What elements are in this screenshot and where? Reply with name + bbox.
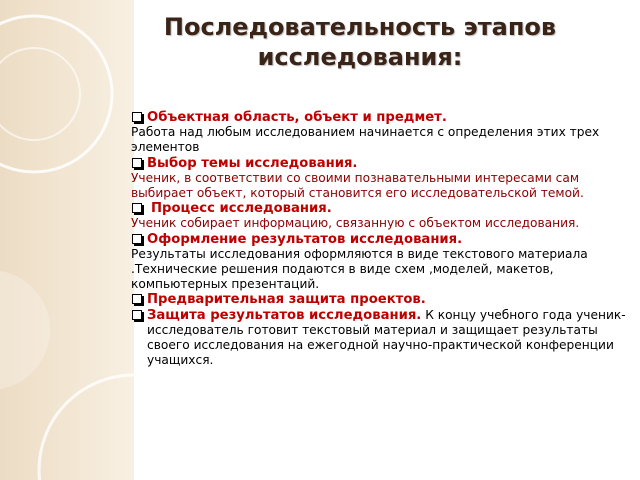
list-item (131, 308, 631, 369)
list-item (131, 156, 631, 202)
checkbox-bullet-icon (132, 158, 142, 168)
stage-heading: Защита результатов исследования. (147, 307, 422, 323)
list-item (131, 110, 631, 156)
stage-heading: Предварительная защита проектов. (147, 292, 426, 308)
checkbox-bullet-icon (132, 112, 142, 122)
list-item (131, 292, 631, 307)
checkbox-bullet-icon (132, 310, 142, 320)
slide-title-line2: исследования: (257, 43, 463, 71)
list-item (131, 232, 631, 293)
stage-description: Результаты исследования оформляются в виде текстового материала .Технические решения подаются в виде схем ,моделей, макетов, компьютерных презентаций. (131, 246, 588, 292)
stage-description: К концу учебного года ученик-исследователь готовит текстовый материал и защищает результаты своего исследования на ежегодной научно-практической конференции учащихся. (147, 307, 626, 368)
decorative-side-panel (0, 0, 134, 480)
checkbox-bullet-icon (132, 203, 142, 213)
stage-description: Работа над любым исследованием начинается с определения этих трех элементов (131, 125, 600, 155)
stage-heading: Объектная область, объект и предмет. (147, 110, 447, 125)
slide-title-line1: Последовательность этапов (163, 13, 557, 41)
checkbox-bullet-icon (132, 294, 142, 304)
stage-list (131, 110, 631, 368)
checkbox-bullet-icon (132, 234, 142, 244)
stage-description: Ученик собирает информацию, связанную с объектом исследования. (131, 216, 580, 231)
decorative-circles (0, 0, 134, 480)
list-item (131, 201, 631, 231)
stage-heading: Оформление результатов исследования. (147, 231, 463, 247)
stage-heading: Процесс исследования. (151, 201, 332, 217)
stage-description: Ученик, в соответствии со своими познавательными интересами сам выбирает объект, который становится его исследовательской темой. (131, 170, 584, 201)
stage-heading: Выбор темы исследования. (147, 155, 358, 171)
slide-title (120, 12, 600, 72)
